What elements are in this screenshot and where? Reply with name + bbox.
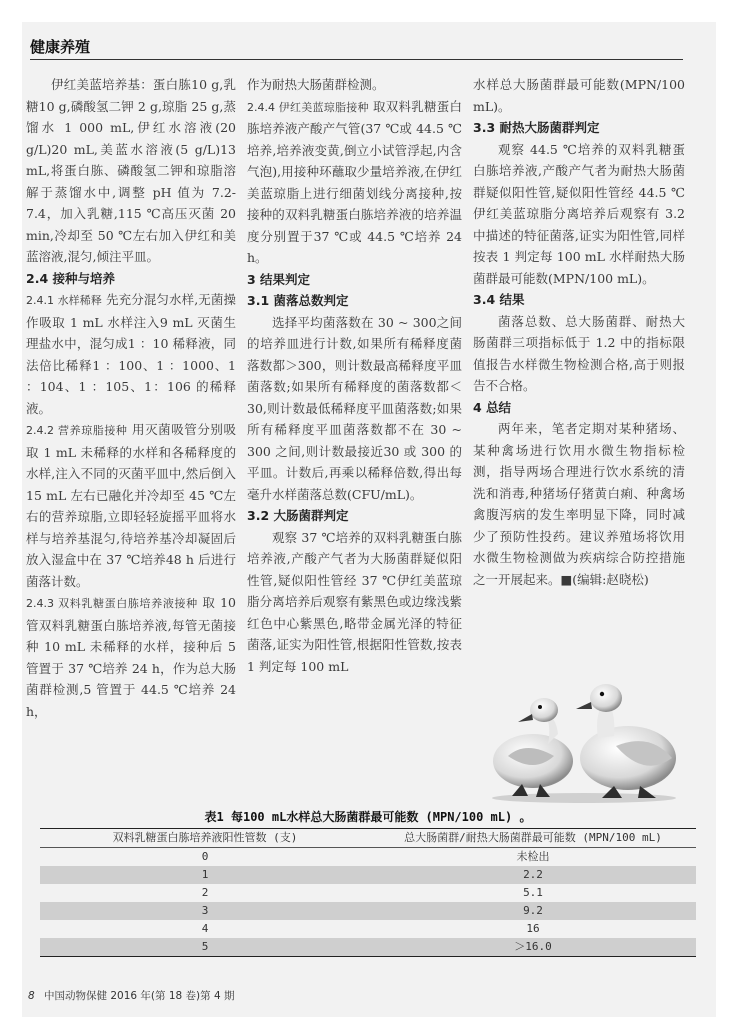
subsection-paragraph xyxy=(26,289,236,419)
subsection-label: 2.4.2 营养琼脂接种 xyxy=(26,424,128,437)
table-cell: 1 xyxy=(201,868,209,881)
table-row xyxy=(40,884,696,902)
duck-right-head xyxy=(590,684,622,712)
table-cell: 未检出 xyxy=(516,850,550,863)
duck-left-eye xyxy=(538,705,542,709)
table-header-cell: 总大肠菌群/耐热大肠菌群最可能数 (MPN/100 mL) xyxy=(404,831,662,844)
section-heading: 3.4 结果 xyxy=(473,292,525,307)
table-row xyxy=(40,866,696,884)
table-cell: 0 xyxy=(201,850,209,863)
table-header-cell: 双料乳糖蛋白胨培养液阳性管数 (支) xyxy=(112,831,298,844)
subsection-text: 先充分混匀水样,无菌操作吸取 1 mL 水样注入9 mL 灭菌生理盐水中，混匀成1 ：10 稀释液，同法倍比稀释1 ：100、1 ：1000、1 ：104、1 ：105、1：106 的稀释液。 xyxy=(26,292,236,416)
table-cell: 2 xyxy=(201,886,209,899)
body-paragraph: 菌落总数、总大肠菌群、耐热大肠菌群三项指标低于 1.2 中的指标限值报告水样微生物检测合格,高于则报告不合格。 xyxy=(473,313,685,393)
page-footer xyxy=(28,988,235,1003)
body-paragraph: 两年来，笔者定期对某种猪场、某种禽场进行饮用水微生物指标检测，指导两场合理进行饮水系统的清洗和消毒,种猪场仔猪黄白痢、种禽场禽腹泻病的发生率明显下降，同时减少了预防性投药。建议养殖场将饮用水微生物检测做为疾病综合防控措施之一开展起来。■(编辑:赵晓松) xyxy=(473,421,685,587)
column-1 xyxy=(26,74,236,722)
table-cell: 4 xyxy=(201,922,209,935)
duck-left-bill xyxy=(518,714,533,722)
duck-right-bill xyxy=(576,702,592,709)
body-paragraph: 作为耐热大肠菌群检测。 xyxy=(247,77,385,92)
table-cell: 9.2 xyxy=(523,904,543,917)
table-cell: ＞16.0 xyxy=(514,940,552,953)
table-row xyxy=(40,938,696,956)
body-paragraph: 观察 44.5 ℃培养的双料乳糖蛋白胨培养液,产酸产气者为耐热大肠菌群疑似阳性管,疑似阳性管经 44.5 ℃伊红美蓝琼脂分离培养后观察有 3.2 中描述的特征菌落,证实为阳性管,同样按表 1 判定每 100 mL 水样耐热大肠菌群最可能数(MPN/100 mL)。 xyxy=(473,141,685,286)
body-paragraph: 选择平均菌落数在 30 ~ 300之间的培养皿进行计数,如果所有稀释度菌落数都＞300，则计数最高稀释度平皿菌落数;如果所有稀释度的菌落数都＜30,则计数最低稀释度平皿菌落数;如果所有稀释度平皿菌落数都不在 30 ~ 300 之间,则计数最接近30 或 300 的平皿。计数后,再乘以稀释倍数,得出每毫升水样菌落总数(CFU/mL)。 xyxy=(247,314,462,502)
section-header: 健康养殖 xyxy=(30,38,91,56)
duck-left-head xyxy=(530,698,558,722)
column-3 xyxy=(473,74,685,590)
table-cell: 3 xyxy=(201,904,209,917)
body-paragraph: 观察 37 ℃培养的双料乳糖蛋白胨培养液,产酸产气者为大肠菌群疑似阳性管,疑似阳性管经 37 ℃伊红美蓝琼脂分离培养后观察有紫黑色或边缘浅紫红色中心紫黑色,略带金属光泽的特征菌落,证实为阳性管,根据阳性管数,按表 1 判定每 100 mL xyxy=(247,529,462,674)
subsection-paragraph xyxy=(26,419,236,592)
table-row xyxy=(40,920,696,938)
duck-right-eye xyxy=(600,692,604,696)
subsection-text: 取 10管双料乳糖蛋白胨培养液,每管无菌接种 10 mL 未稀释的水样，接种后 5 管置于 37 ℃培养 24 h，作为总大肠菌群检测,5 管置于 44.5 ℃培养 24 h， xyxy=(26,595,236,719)
section-heading: 3 结果判定 xyxy=(247,271,311,287)
column-2 xyxy=(247,74,462,677)
subsection-paragraph xyxy=(247,96,462,269)
table-cell: 5.1 xyxy=(523,886,543,899)
table-cell: 16 xyxy=(526,922,540,935)
section-heading: 3.2 大肠菌群判定 xyxy=(247,508,349,523)
table-row xyxy=(40,848,696,866)
section-heading: 3.3 耐热大肠菌群判定 xyxy=(473,120,600,135)
section-heading: 3.1 菌落总数判定 xyxy=(247,293,349,308)
journal-citation: 中国动物保健 2016 年(第 18 卷)第 4 期 xyxy=(44,990,235,1002)
page-number: 8 xyxy=(28,990,35,1002)
mpn-table xyxy=(40,828,696,957)
table-cell: 5 xyxy=(201,940,209,953)
section-heading: 2.4 接种与培养 xyxy=(26,270,115,286)
subsection-paragraph xyxy=(26,592,236,722)
subsection-text: 取双料乳糖蛋白胨培养液产酸产气管(37 ℃或 44.5 ℃培养,培养液变黄,倒立小试管浮起,内含气泡),用接种环蘸取少量培养液,在伊红美蓝琼脂上进行细菌划线分离接种,按接种的双料乳糖蛋白胨培养液的培养温度分别置于37 ℃或 44.5 ℃培养 24 h。 xyxy=(247,98,462,265)
table-caption: 表1 每100 mL水样总大肠菌群最可能数 (MPN/100 mL) 。 xyxy=(204,810,532,824)
section-heading: 4 总结 xyxy=(473,399,512,415)
subsection-label: 2.4.3 双料乳糖蛋白胨培养液接种 xyxy=(26,597,198,610)
table-row xyxy=(40,902,696,920)
table-header-row xyxy=(40,829,696,848)
body-paragraph: 伊红美蓝培养基：蛋白胨10 g,乳糖10 g,磷酸氢二钾 2 g,琼脂 25 g,蒸馏水 1 000 mL,伊红水溶液(20 g/L)20 mL,美蓝水溶液(5 g/L)13 mL,将蛋白胨、磷酸氢二钾和琼脂溶解于蒸馏水中,调整 pH 值为 7.2-7.4，加入乳糖,115 ℃高压灭菌 20 min,冷却至 50 ℃左右加入伊红和美蓝溶液,混匀,倾注平皿。 xyxy=(26,77,236,264)
subsection-text: 用灭菌吸管分别吸取 1 mL 未稀释的水样和各稀释度的水样,注入不同的灭菌平皿中,然后倒入 15 mL 左右已融化并冷却至 45 ℃左右的营养琼脂,立即轻轻旋摇平皿将水样与培养基混匀,待培养基冷却凝固后放入湿盒中在 37 ℃培养48 h 后进行菌落计数。 xyxy=(26,422,236,589)
duckling-illustration xyxy=(478,676,690,804)
body-paragraph: 水样总大肠菌群最可能数(MPN/100 mL)。 xyxy=(473,77,685,114)
subsection-label: 2.4.1 水样稀释 xyxy=(26,294,102,307)
header-rule xyxy=(30,59,683,60)
table-cell: 2.2 xyxy=(523,868,543,881)
subsection-label: 2.4.4 伊红美蓝琼脂接种 xyxy=(247,100,369,114)
